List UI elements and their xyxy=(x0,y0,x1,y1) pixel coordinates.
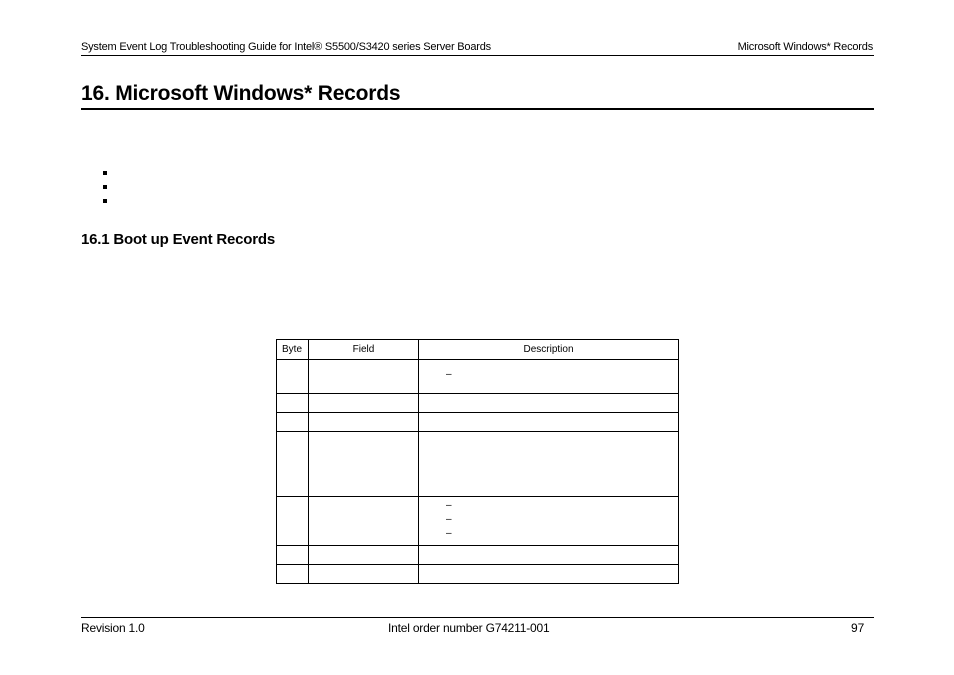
bullet-marker xyxy=(103,185,107,189)
cell-description xyxy=(419,546,679,565)
title-rule xyxy=(81,108,874,110)
cell-description xyxy=(419,413,679,432)
dash-item: – xyxy=(446,500,452,511)
cell-field xyxy=(309,360,419,394)
cell-byte xyxy=(277,432,309,497)
cell-description xyxy=(419,432,679,497)
cell-field xyxy=(309,565,419,584)
dash-item: – xyxy=(446,514,452,525)
footer-rule xyxy=(81,617,874,618)
table-row xyxy=(277,394,679,413)
running-header-chapter: Microsoft Windows* Records xyxy=(737,41,873,53)
table-row xyxy=(277,546,679,565)
cell-byte xyxy=(277,565,309,584)
table-header-row xyxy=(277,340,679,360)
cell-description xyxy=(419,565,679,584)
bullet-list xyxy=(103,171,107,213)
cell-byte xyxy=(277,497,309,546)
table-row xyxy=(277,413,679,432)
dash-item: – xyxy=(446,528,452,539)
cell-byte xyxy=(277,413,309,432)
dash-item: – xyxy=(446,369,452,380)
cell-byte xyxy=(277,394,309,413)
bullet-marker xyxy=(103,199,107,203)
cell-description xyxy=(419,394,679,413)
table-row xyxy=(277,565,679,584)
table-row xyxy=(277,497,679,546)
bullet-marker xyxy=(103,171,107,175)
header-description: Description xyxy=(419,340,679,360)
cell-field xyxy=(309,413,419,432)
cell-field xyxy=(309,394,419,413)
header-rule xyxy=(81,55,874,56)
table-row xyxy=(277,360,679,394)
cell-byte xyxy=(277,546,309,565)
cell-description xyxy=(419,497,679,546)
boot-event-record-table xyxy=(276,339,679,584)
header-byte: Byte xyxy=(277,340,309,360)
footer-revision: Revision 1.0 xyxy=(81,621,145,635)
header-field: Field xyxy=(309,340,419,360)
footer-page-number: 97 xyxy=(851,621,865,635)
cell-field xyxy=(309,546,419,565)
section-title: 16.1 Boot up Event Records xyxy=(81,231,276,248)
footer-order-number: Intel order number G74211-001 xyxy=(388,621,550,635)
table-row xyxy=(277,432,679,497)
cell-byte xyxy=(277,360,309,394)
running-header-title: System Event Log Troubleshooting Guide for Intel® S5500/S3420 series Server Boards xyxy=(81,41,491,53)
chapter-title: 16. Microsoft Windows* Records xyxy=(81,82,401,105)
cell-field xyxy=(309,432,419,497)
cell-description xyxy=(419,360,679,394)
cell-field xyxy=(309,497,419,546)
